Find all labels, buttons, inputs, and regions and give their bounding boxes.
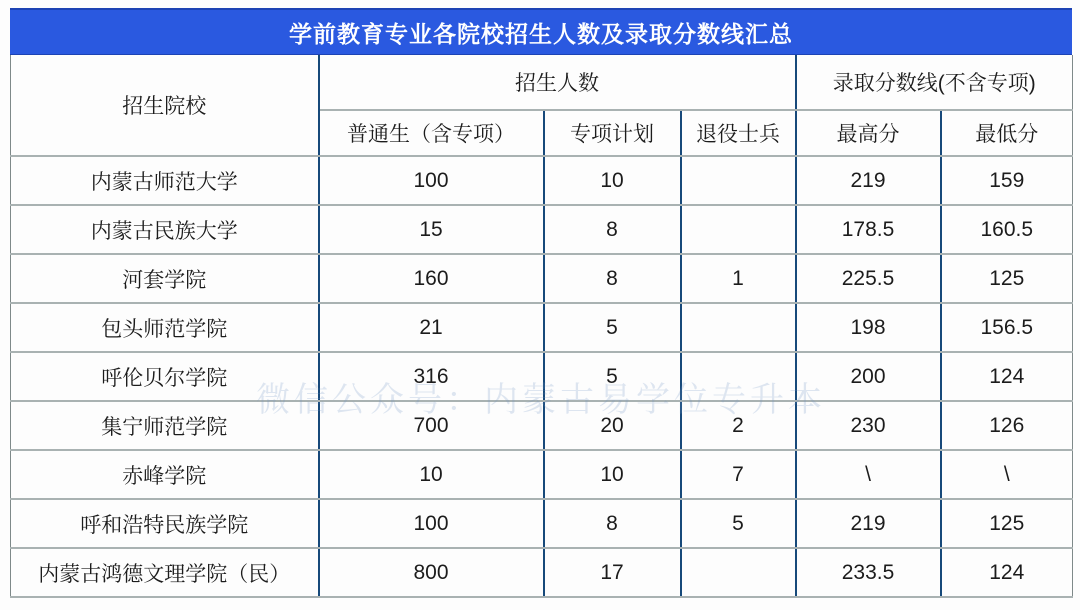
max-score-cell: 178.5 [796,205,941,254]
general-count-cell: 100 [319,499,544,548]
table-row [11,352,1073,401]
min-score-cell: 159 [941,156,1073,205]
table-row [11,548,1073,597]
header-group-enrollment: 招生人数 [319,55,796,110]
table-row [11,303,1073,352]
school-cell: 内蒙古民族大学 [11,205,319,254]
wechat-watermark: 微信公众号：内蒙古易学位专升本 [256,381,826,419]
max-score-cell: 219 [796,499,941,548]
min-score-cell: 126 [941,401,1073,450]
header-special-plan: 专项计划 [544,110,681,156]
general-count-cell: 21 [319,303,544,352]
table-row [11,499,1073,548]
general-count-cell: 100 [319,156,544,205]
veteran-cell [681,352,796,401]
max-score-cell: 233.5 [796,548,941,597]
max-score-cell: 225.5 [796,254,941,303]
min-score-cell: 160.5 [941,205,1073,254]
max-score-cell: \ [796,450,941,499]
header-general-students: 普通生（含专项） [319,110,544,156]
header-max-score: 最高分 [796,110,941,156]
table-row [11,450,1073,499]
general-count-cell: 700 [319,401,544,450]
special-plan-cell: 8 [544,254,681,303]
table-title-bar [10,8,1072,55]
min-score-cell: 125 [941,254,1073,303]
general-count-cell: 316 [319,352,544,401]
veteran-cell [681,205,796,254]
min-score-cell: 124 [941,548,1073,597]
veteran-cell: 2 [681,401,796,450]
veteran-cell [681,156,796,205]
table-row [11,205,1073,254]
page-title: 学前教育专业各院校招生人数及录取分数线汇总 [289,20,793,47]
table-row [11,156,1073,205]
school-cell: 呼伦贝尔学院 [11,352,319,401]
school-cell: 赤峰学院 [11,450,319,499]
min-score-cell: \ [941,450,1073,499]
school-cell: 河套学院 [11,254,319,303]
min-score-cell: 125 [941,499,1073,548]
school-cell: 集宁师范学院 [11,401,319,450]
special-plan-cell: 10 [544,450,681,499]
special-plan-cell: 8 [544,205,681,254]
min-score-cell: 124 [941,352,1073,401]
general-count-cell: 800 [319,548,544,597]
special-plan-cell: 20 [544,401,681,450]
special-plan-cell: 5 [544,352,681,401]
school-cell: 内蒙古师范大学 [11,156,319,205]
max-score-cell: 198 [796,303,941,352]
max-score-cell: 200 [796,352,941,401]
school-cell: 内蒙古鸿德文理学院（民） [11,548,319,597]
special-plan-cell: 5 [544,303,681,352]
admissions-table [10,55,1073,598]
max-score-cell: 219 [796,156,941,205]
general-count-cell: 10 [319,450,544,499]
special-plan-cell: 8 [544,499,681,548]
header-row-groups [11,55,1073,110]
school-cell: 呼和浩特民族学院 [11,499,319,548]
max-score-cell: 230 [796,401,941,450]
special-plan-cell: 17 [544,548,681,597]
school-cell: 包头师范学院 [11,303,319,352]
table-row [11,254,1073,303]
veteran-cell: 5 [681,499,796,548]
header-veteran: 退役士兵 [681,110,796,156]
veteran-cell: 7 [681,450,796,499]
table-row [11,401,1073,450]
header-min-score: 最低分 [941,110,1073,156]
min-score-cell: 156.5 [941,303,1073,352]
header-school-college: 招生院校 [11,55,319,156]
general-count-cell: 160 [319,254,544,303]
special-plan-cell: 10 [544,156,681,205]
veteran-cell [681,303,796,352]
veteran-cell [681,548,796,597]
general-count-cell: 15 [319,205,544,254]
veteran-cell: 1 [681,254,796,303]
header-group-score-line: 录取分数线(不含专项) [796,55,1073,110]
